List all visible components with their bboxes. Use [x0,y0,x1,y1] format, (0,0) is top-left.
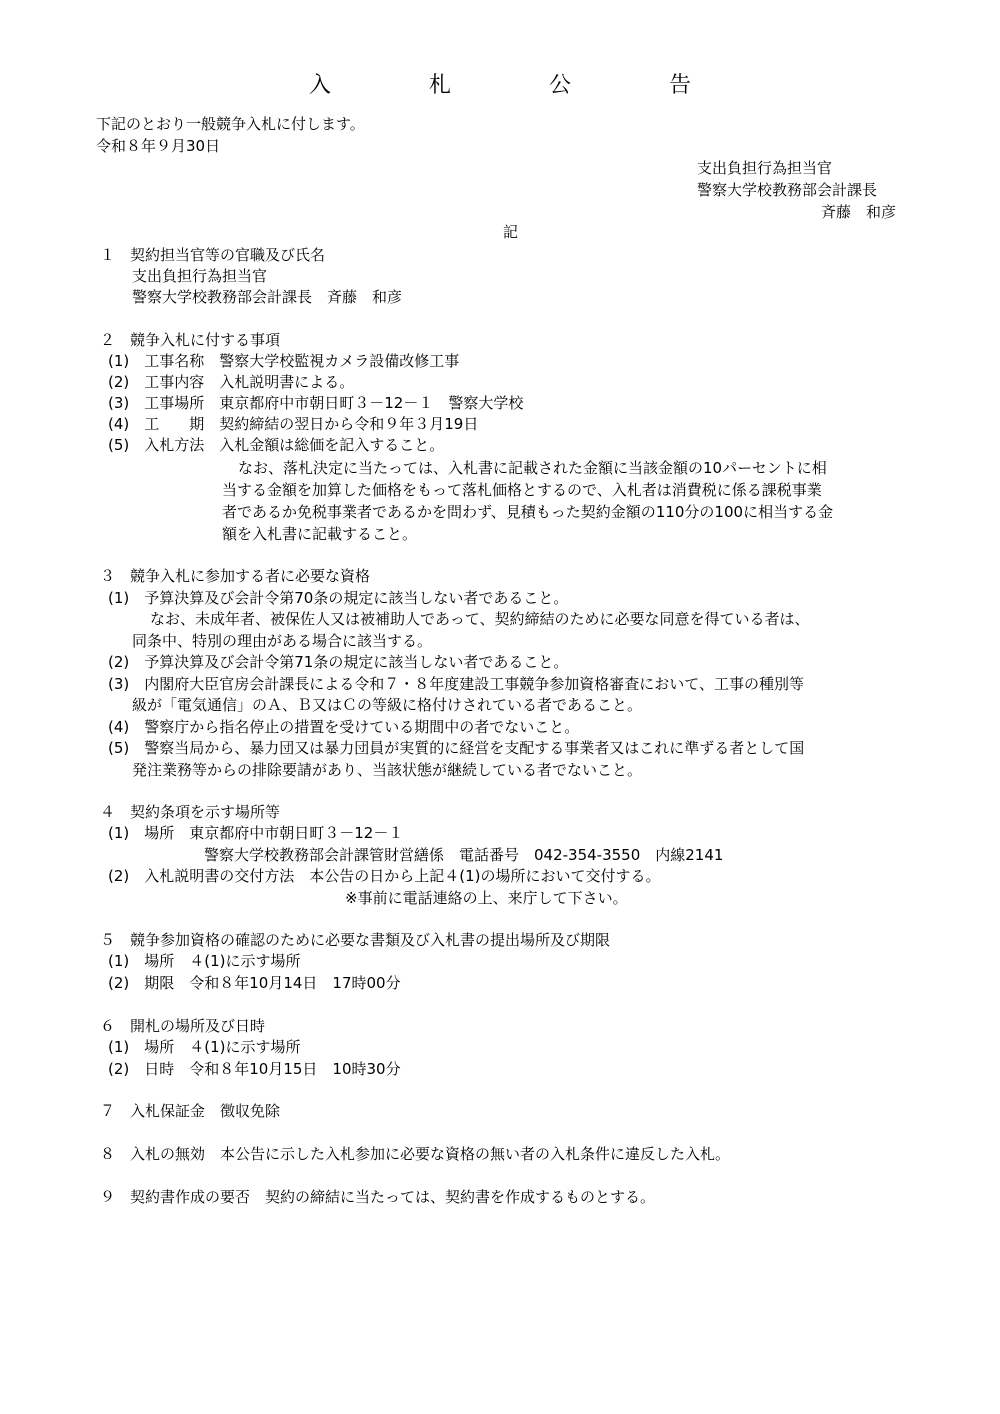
section-7-line: ７ 入札保証金 徴収免除 [100,1102,281,1120]
section-1-line: 支出負担行為担当官 [132,267,268,285]
section-5-item: (2) 期限 令和８年10月14日 17時00分 [108,974,401,992]
section-3-item: 級が「電気通信」のＡ、Ｂ又はＣの等級に格付けされている者であること。 [132,696,643,714]
section-2-note: なお、落札決定に当たっては、入札書に記載された金額に当該金額の10パーセントに相 [238,459,827,477]
section-3-item: (3) 内閣府大臣官房会計課長による令和７・８年度建設工事競争参加資格審査において、工事の種別等 [108,675,804,693]
section-3-item: 発注業務等からの排除要請があり、当該状態が継続している者でないこと。 [132,761,643,779]
section-2-item: (5) 入札方法 入札金額は総価を記入すること。 [108,436,445,454]
issuer-title: 支出負担行為担当官 [697,159,833,177]
section-4-item: (1) 場所 東京都府中市朝日町３－12－１ [108,824,404,842]
issuer-department: 警察大学校教務部会計課長 [697,181,878,199]
section-8-line: ８ 入札の無効 本公告に示した入札参加に必要な資格の無い者の入札条件に違反した入札。 [100,1145,731,1163]
section-4-item: (2) 入札説明書の交付方法 本公告の日から上記４(1)の場所において交付する。 [108,867,661,885]
section-4-note: ※事前に電話連絡の上、来庁して下さい。 [345,889,628,907]
section-3-item: (5) 警察当局から、暴力団又は暴力団員が実質的に経営を支配する事業者又はこれに準ずる者として国 [108,739,805,757]
section-9-line: ９ 契約書作成の要否 契約の締結に当たっては、契約書を作成するものとする。 [100,1188,656,1206]
section-2-item: (4) 工 期 契約締結の翌日から令和９年３月19日 [108,415,479,433]
section-6-heading: ６ 開札の場所及び日時 [100,1017,266,1035]
section-6-item: (1) 場所 ４(1)に示す場所 [108,1038,301,1056]
section-1-heading: １ 契約担当官等の官職及び氏名 [100,246,326,264]
ki-mark: 記 [503,223,519,241]
section-5-item: (1) 場所 ４(1)に示す場所 [108,952,301,970]
section-2-item: (1) 工事名称 警察大学校監視カメラ設備改修工事 [108,352,460,370]
section-2-note: 当する金額を加算した価格をもって落札価格とするので、入札者は消費税に係る課税事業 [222,481,822,499]
section-3-item: (1) 予算決算及び会計令第70条の規定に該当しない者であること。 [108,589,569,607]
document-title: 入 札 公 告 [308,73,729,98]
section-3-item: なお、未成年者、被保佐人又は被補助人であって、契約締結のために必要な同意を得ている者は、 [150,610,810,628]
section-2-item: (3) 工事場所 東京都府中市朝日町３－12－１ 警察大学校 [108,394,524,412]
section-3-item: (4) 警察庁から指名停止の措置を受けている期間中の者でないこと。 [108,718,580,736]
section-3-item: 同条中、特別の理由がある場合に該当する。 [132,632,433,650]
section-3-heading: ３ 競争入札に参加する者に必要な資格 [100,567,371,585]
section-4-contact: 警察大学校教務部会計課管財営繕係 電話番号 042-354-3550 内線2141 [204,846,724,864]
section-3-item: (2) 予算決算及び会計令第71条の規定に該当しない者であること。 [108,653,569,671]
section-1-line: 警察大学校教務部会計課長 斉藤 和彦 [132,288,403,306]
section-2-heading: ２ 競争入札に付する事項 [100,331,281,349]
notice-date: 令和８年９月30日 [96,137,221,155]
section-2-note: 額を入札書に記載すること。 [222,525,418,543]
section-5-heading: ５ 競争参加資格の確認のために必要な書類及び入札書の提出場所及び期限 [100,931,611,949]
section-4-heading: ４ 契約条項を示す場所等 [100,803,281,821]
intro-text: 下記のとおり一般競争入札に付します。 [96,115,365,133]
issuer-name: 斉藤 和彦 [821,203,897,221]
section-2-note: 者であるか免税事業者であるかを問わず、見積もった契約金額の110分の100に相当する金 [222,503,834,521]
section-6-item: (2) 日時 令和８年10月15日 10時30分 [108,1060,401,1078]
section-2-item: (2) 工事内容 入札説明書による。 [108,373,355,391]
